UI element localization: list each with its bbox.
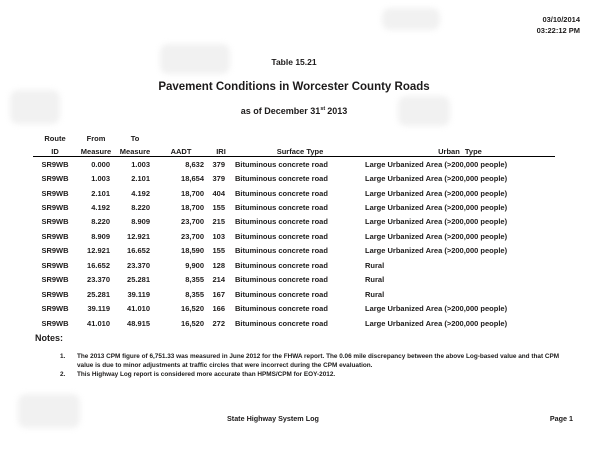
cell-urban: Large Urbanized Area (>200,000 people): [365, 174, 508, 184]
print-date: 03/10/2014: [542, 15, 580, 24]
cell-surface: Bituminous concrete road: [235, 159, 328, 169]
table-number: Table 15.21: [271, 57, 317, 67]
print-time: 03:22:12 PM: [536, 25, 580, 35]
header-urban-type: Urban Type: [365, 143, 555, 157]
cell-route_id: SR9WB: [41, 217, 69, 227]
cell-surface: Bituminous concrete road: [235, 246, 328, 256]
cell-to: 39.119: [127, 289, 150, 299]
cell-aadt: 16,520: [181, 304, 204, 314]
cell-iri: 379: [212, 159, 225, 169]
cell-to: 25.281: [127, 275, 150, 285]
table-row: [33, 200, 555, 214]
cell-aadt: 8,355: [185, 289, 204, 299]
cell-from: 12.921: [87, 246, 110, 256]
header-aadt: AADT: [155, 143, 207, 157]
cell-aadt: 9,900: [185, 260, 204, 270]
table-row: [33, 186, 555, 200]
table-row: [33, 215, 555, 229]
cell-urban: Large Urbanized Area (>200,000 people): [365, 318, 508, 328]
cell-iri: 166: [212, 304, 225, 314]
note-text: This Highway Log report is considered more accurate than HPMS/CPM for EOY-2012.: [77, 371, 336, 379]
cell-route_id: SR9WB: [41, 246, 69, 256]
cell-to: 8.220: [131, 203, 150, 213]
cell-aadt: 8,632: [185, 159, 204, 169]
note-item: [60, 352, 572, 370]
cell-from: 39.119: [87, 304, 110, 314]
cell-to: 12.921: [127, 231, 150, 241]
cell-route_id: SR9WB: [41, 304, 69, 314]
cell-from: 8.909: [91, 231, 110, 241]
cell-to: 2.101: [131, 174, 150, 184]
cell-iri: 272: [212, 318, 225, 328]
cell-to: 1.003: [131, 159, 150, 169]
table-row: [33, 287, 555, 301]
cell-iri: 215: [212, 217, 225, 227]
cell-surface: Bituminous concrete road: [235, 188, 328, 198]
cell-aadt: 16,520: [181, 318, 204, 328]
cell-from: 4.192: [91, 203, 110, 213]
footer-page-number: Page 1: [549, 414, 573, 423]
pavement-conditions-table: [33, 131, 555, 330]
cell-from: 25.281: [87, 289, 110, 299]
scan-artifact: [18, 394, 80, 428]
table-row: [33, 273, 555, 287]
cell-urban: Large Urbanized Area (>200,000 people): [365, 188, 508, 198]
cell-route_id: SR9WB: [41, 159, 69, 169]
header-to-line2: Measure: [115, 143, 155, 157]
subtitle-prefix: as of December 31: [240, 106, 321, 116]
subtitle-year: 2013: [327, 106, 348, 116]
cell-iri: 167: [212, 289, 225, 299]
cell-urban: Large Urbanized Area (>200,000 people): [365, 231, 508, 241]
header-to-line1: To: [130, 134, 140, 143]
cell-aadt: 18,700: [181, 203, 204, 213]
cell-from: 0.000: [91, 159, 110, 169]
cell-urban: Large Urbanized Area (>200,000 people): [365, 304, 508, 314]
cell-surface: Bituminous concrete road: [235, 318, 328, 328]
cell-surface: Bituminous concrete road: [235, 260, 328, 270]
header-from-line2: Measure: [77, 143, 115, 157]
note-text: The 2013 CPM figure of 6,751.33 was measured in June 2012 for the FHWA report. The 0.06 mile discrepancy between the above Log-based value and that CPM value is due to minor adjustments at traffic circles that were incorrect during the CPM evaluation.: [77, 353, 560, 370]
header-from-line1: From: [86, 134, 106, 143]
cell-from: 16.652: [87, 260, 110, 270]
cell-route_id: SR9WB: [41, 203, 69, 213]
cell-route_id: SR9WB: [41, 275, 69, 285]
cell-surface: Bituminous concrete road: [235, 304, 328, 314]
cell-from: 2.101: [91, 188, 110, 198]
cell-surface: Bituminous concrete road: [235, 231, 328, 241]
footer-report-name: State Highway System Log: [227, 414, 319, 423]
cell-surface: Bituminous concrete road: [235, 174, 328, 184]
cell-to: 16.652: [127, 246, 150, 256]
page-title: Pavement Conditions in Worcester County Roads: [158, 81, 430, 93]
subtitle-ordinal: st: [320, 106, 326, 112]
cell-surface: Bituminous concrete road: [235, 289, 328, 299]
cell-iri: 128: [212, 260, 225, 270]
cell-surface: Bituminous concrete road: [235, 217, 328, 227]
note-number: 1.: [60, 353, 66, 360]
table-row: [33, 316, 555, 330]
table-row: [33, 301, 555, 315]
notes-list: [60, 352, 572, 380]
header-route-line2: ID: [33, 143, 77, 157]
note-number: 2.: [60, 371, 66, 379]
cell-iri: 155: [212, 246, 225, 256]
table-row: [33, 229, 555, 243]
header-route-line1: Route: [44, 134, 66, 143]
cell-urban: Large Urbanized Area (>200,000 people): [365, 217, 508, 227]
cell-to: 41.010: [127, 304, 150, 314]
table-row: [33, 258, 555, 272]
cell-urban: Large Urbanized Area (>200,000 people): [365, 203, 508, 213]
table-row: [33, 157, 555, 172]
cell-to: 48.915: [127, 318, 150, 328]
cell-to: 8.909: [131, 217, 150, 227]
cell-aadt: 8,355: [185, 275, 204, 285]
cell-from: 23.370: [87, 275, 110, 285]
cell-iri: 155: [212, 203, 225, 213]
cell-to: 4.192: [131, 188, 150, 198]
cell-surface: Bituminous concrete road: [235, 275, 328, 285]
note-item: [60, 370, 572, 379]
cell-surface: Bituminous concrete road: [235, 203, 328, 213]
header-iri: IRI: [207, 143, 235, 157]
cell-urban: Rural: [365, 275, 385, 285]
table-header: [33, 131, 555, 157]
cell-urban: Rural: [365, 289, 385, 299]
cell-route_id: SR9WB: [41, 188, 69, 198]
table-body: [33, 157, 555, 331]
cell-iri: 103: [212, 231, 225, 241]
cell-from: 8.220: [91, 217, 110, 227]
page-subtitle: [33, 106, 555, 116]
cell-aadt: 23,700: [181, 217, 204, 227]
cell-urban: Large Urbanized Area (>200,000 people): [365, 246, 508, 256]
cell-iri: 214: [212, 275, 225, 285]
cell-urban: Rural: [365, 260, 385, 270]
cell-urban: Large Urbanized Area (>200,000 people): [365, 159, 508, 169]
cell-route_id: SR9WB: [41, 289, 69, 299]
cell-route_id: SR9WB: [41, 260, 69, 270]
cell-iri: 404: [212, 188, 225, 198]
cell-route_id: SR9WB: [41, 174, 69, 184]
table-row: [33, 171, 555, 185]
cell-from: 1.003: [91, 174, 110, 184]
cell-route_id: SR9WB: [41, 318, 69, 328]
cell-to: 23.370: [127, 260, 150, 270]
cell-aadt: 23,700: [181, 231, 204, 241]
table-row: [33, 244, 555, 258]
cell-from: 41.010: [87, 318, 110, 328]
header-surface-type: Surface Type: [235, 143, 365, 157]
scan-artifact: [382, 8, 440, 30]
cell-aadt: 18,590: [181, 246, 204, 256]
cell-aadt: 18,654: [181, 174, 204, 184]
cell-iri: 379: [212, 174, 225, 184]
notes-heading: Notes:: [35, 333, 64, 343]
print-datetime: [537, 15, 580, 36]
cell-aadt: 18,700: [181, 188, 204, 198]
cell-route_id: SR9WB: [41, 231, 69, 241]
